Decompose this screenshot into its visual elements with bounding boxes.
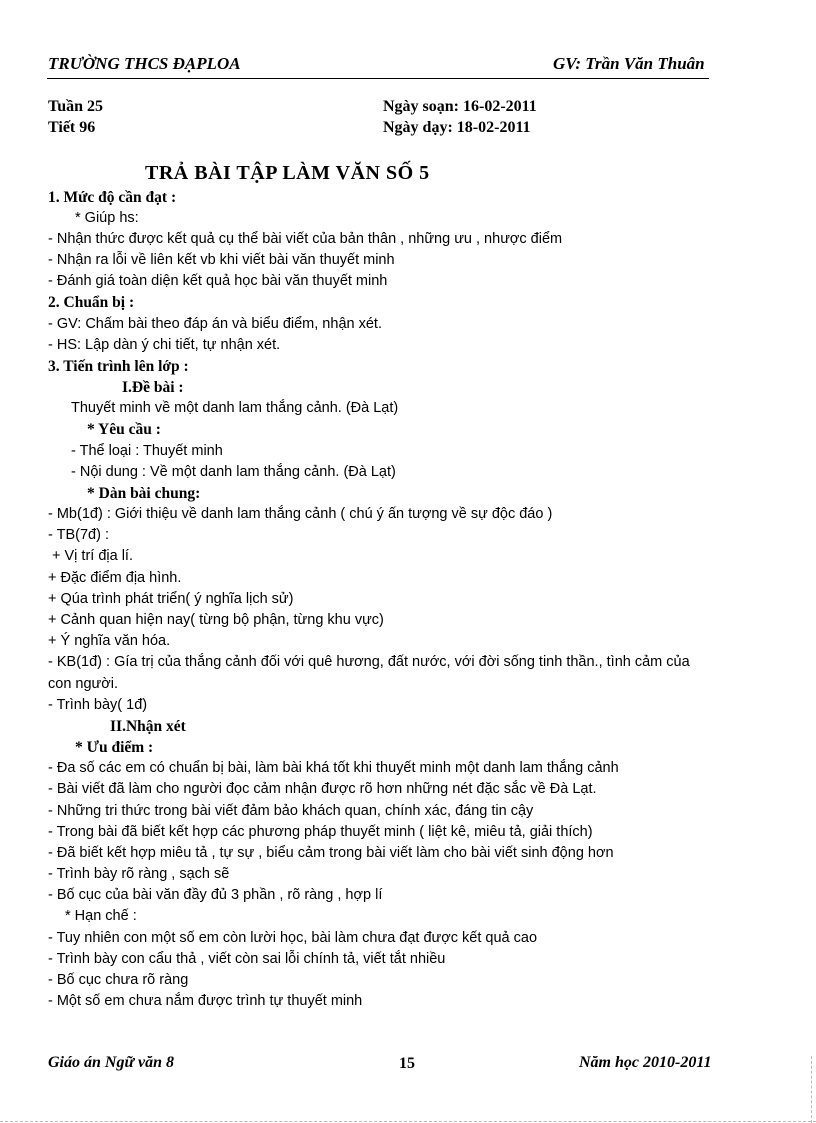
text-line: - TB(7đ) : (48, 527, 109, 543)
text-line: - Thể loại : Thuyết minh (71, 443, 223, 459)
week-label: Tuần 25 (48, 98, 103, 115)
subsection-heading: * Ưu điểm : (75, 739, 154, 756)
subsection-heading: * Yêu cầu : (87, 421, 161, 438)
page-edge-vertical (811, 1056, 812, 1123)
text-line: - Đa số các em có chuẩn bị bài, làm bài khá tốt khi thuyết minh một danh lam thắng cảnh (48, 760, 619, 776)
text-line: - Nhận ra lỗi về liên kết vb khi viết bài văn thuyết minh (48, 252, 395, 268)
text-line: - Bố cục chưa rõ ràng (48, 972, 189, 988)
text-line: - Bố cục của bài văn đầy đủ 3 phần , rõ ràng , hợp lí (48, 887, 383, 903)
text-line: - GV: Chấm bài theo đáp án và biểu điểm, nhận xét. (48, 316, 382, 332)
footer-right: Năm học 2010-2011 (579, 1054, 712, 1071)
text-line: - HS: Lập dàn ý chi tiết, tự nhận xét. (48, 337, 281, 353)
text-line: - Bài viết đã làm cho người đọc cảm nhận được rõ hơn những nét đặc sắc về Đà Lạt. (48, 781, 597, 797)
text-line: - Một số em chưa nắm được trình tự thuyết minh (48, 993, 363, 1009)
page-number: 15 (399, 1055, 415, 1072)
text-line: - Trình bày rõ ràng , sạch sẽ (48, 866, 230, 882)
footer-left: Giáo án Ngữ văn 8 (48, 1054, 175, 1071)
text-line: + Ý nghĩa văn hóa. (48, 633, 171, 649)
text-line: - Nội dung : Về một danh lam thắng cảnh. (Đà Lạt) (71, 464, 396, 480)
school-name: TRƯỜNG THCS ĐẠPLOA (48, 54, 241, 73)
text-line: - Tuy nhiên con một số em còn lười học, bài làm chưa đạt được kết quả cao (48, 930, 538, 946)
subsection-heading: II.Nhận xét (110, 718, 186, 735)
text-line: + Đặc điểm địa hình. (48, 570, 182, 586)
text-line: - Đã biết kết hợp miêu tả , tự sự , biểu cảm trong bài viết làm cho bài viết sinh động hơn (48, 845, 614, 861)
period-label: Tiết 96 (48, 119, 96, 136)
prepared-date: Ngày soạn: 16-02-2011 (383, 98, 537, 115)
text-line: + Vị trí địa lí. (52, 548, 133, 564)
text-line: - Mb(1đ) : Giới thiệu về danh lam thắng cảnh ( chú ý ấn tượng về sự độc đáo ) (48, 506, 553, 522)
text-line: - Trình bày con cẩu thả , viết còn sai lỗi chính tả, viết tắt nhiều (48, 951, 446, 967)
teacher-name: GV: Trần Văn Thuân (553, 54, 705, 73)
text-line: - Những tri thức trong bài viết đảm bảo khách quan, chính xác, đáng tin cậy (48, 803, 534, 819)
text-line: * Giúp hs: (75, 210, 139, 226)
subsection-heading: * Dàn bài chung: (87, 485, 201, 502)
section-heading: 2. Chuẩn bị : (48, 294, 135, 311)
text-line: Thuyết minh về một danh lam thắng cảnh. (Đà Lạt) (71, 400, 399, 416)
taught-date: Ngày dạy: 18-02-2011 (383, 119, 531, 136)
subsection-heading: I.Đề bài : (122, 379, 184, 396)
text-line: + Cảnh quan hiện nay( từng bộ phận, từng khu vực) (48, 612, 384, 628)
text-line: - Trình bày( 1đ) (48, 697, 148, 713)
header-rule (47, 78, 709, 79)
text-line: - Nhận thức được kết quả cụ thể bài viết của bản thân , những ưu , nhược điểm (48, 231, 563, 247)
text-line: * Hạn chế : (65, 908, 137, 924)
page-title: TRẢ BÀI TẬP LÀM VĂN SỐ 5 (145, 162, 430, 184)
section-heading: 3. Tiến trình lên lớp : (48, 358, 189, 375)
text-line: + Qúa trình phát triển( ý nghĩa lịch sử) (48, 591, 294, 607)
text-line: - Đánh giá toàn diện kết quả học bài văn thuyết minh (48, 273, 388, 289)
section-heading: 1. Mức độ cần đạt : (48, 189, 177, 206)
text-line: con người. (48, 676, 119, 692)
text-line: - KB(1đ) : Gía trị của thắng cảnh đối với quê hương, đất nước, với đời sống tinh thần., tình cảm của (48, 654, 690, 670)
text-line: - Trong bài đã biết kết hợp các phương pháp thuyết minh ( liệt kê, miêu tả, giải thích) (48, 824, 593, 840)
page-edge-horizontal (0, 1121, 816, 1122)
